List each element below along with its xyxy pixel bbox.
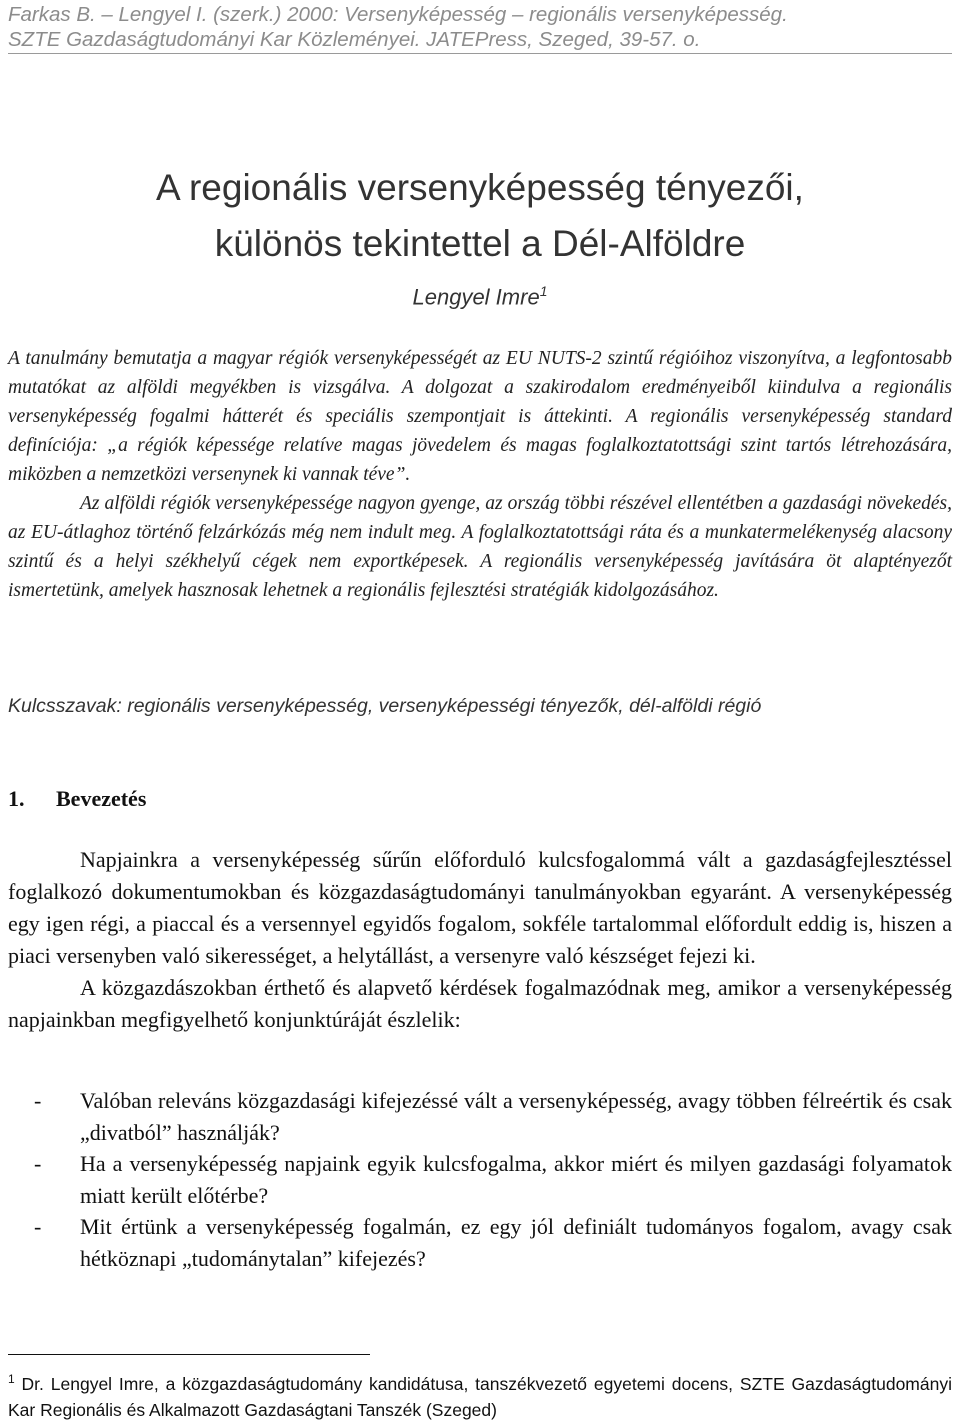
footnote-mark: 1	[8, 1372, 15, 1386]
abstract-paragraph-1: A tanulmány bemutatja a magyar régiók versenyképességét az EU NUTS-2 szintű régióihoz viszonyítva, a legfontosabb mutatókat az alföldi megyékben is vizsgálva. A dolgozat a szakirodalom eredményeiből kiindulva a regionális versenyképesség fogalmi hátterét és speciális szempontjait is áttekinti. A regionális versenyképesség standard definíciója: „a régiók képessége relatíve magas jövedelem és magas foglalkoztatottsági szint tartós létrehozására, miközben a nemzetközi versenynek ki vannak téve”.	[8, 348, 952, 485]
list-marker: -	[34, 1151, 42, 1176]
question-list	[8, 1085, 952, 1274]
section-title: Bevezetés	[56, 786, 147, 811]
keywords: Kulcsszavak: regionális versenyképesség, versenyképességi tényezők, dél-alföldi régió	[8, 695, 762, 717]
section-number: 1.	[8, 786, 25, 811]
author-name: Lengyel Imre	[412, 284, 540, 310]
list-item-text: Valóban releváns közgazdasági kifejezéssé vált a versenyképesség, avagy többen félreértik és csak „divatból” használják?	[80, 1088, 952, 1145]
body-text	[8, 844, 952, 1036]
footnote-divider	[8, 1354, 370, 1355]
author-footnote-mark[interactable]: 1	[539, 283, 548, 299]
list-item	[8, 1148, 952, 1211]
body-paragraph-2: A közgazdászokban érthető és alapvető kérdések fogalmazódnak meg, amikor a versenyképesség napjainkban megfigyelhető konjunktúráját észlelik:	[8, 975, 952, 1032]
running-header	[8, 2, 952, 52]
header-line-1: Farkas B. – Lengyel I. (szerk.) 2000: Versenyképesség – regionális versenyképesség.	[8, 3, 788, 26]
body-paragraph-1: Napjainkra a versenyképesség sűrűn előforduló kulcsfogalommá vált a gazdaságfejlesztéssel foglalkozó dokumentumokban és közgazdaságtudományi tanulmányokban egyaránt. A versenyképesség egy igen régi, a piaccal és a versennyel egyidős fogalom, sokféle tartalommal előfordult eddig is, hiszen a piaci versenyben való sikerességet, a helytállást, a versenyre való készséget fejezi ki.	[8, 847, 952, 968]
list-marker: -	[34, 1088, 42, 1113]
list-item-text: Ha a versenyképesség napjaink egyik kulcsfogalma, akkor miért és milyen gazdasági folyamatok miatt került előtérbe?	[80, 1151, 952, 1208]
section-heading	[8, 786, 146, 812]
title-line-2: különös tekintettel a Dél-Alföldre	[214, 223, 746, 264]
list-item-text: Mit értünk a versenyképesség fogalmán, ez egy jól definiált tudományos fogalom, avagy csak hétköznapi „tudománytalan” kifejezés?	[80, 1214, 952, 1271]
footnote	[8, 1366, 952, 1423]
abstract	[8, 344, 952, 605]
header-line-2: SZTE Gazdaságtudományi Kar Közleményei. JATEPress, Szeged, 39-57. o.	[8, 28, 701, 51]
list-marker: -	[34, 1214, 42, 1239]
list-item	[8, 1085, 952, 1148]
paper-title	[0, 160, 960, 272]
title-line-1: A regionális versenyképesség tényezői,	[156, 167, 804, 208]
abstract-paragraph-2: Az alföldi régiók versenyképessége nagyon gyenge, az ország többi részével ellentétben a gazdasági növekedés, az EU-átlaghoz történő felzárkózás még nem indult meg. A foglalkoztatottsági ráta és a munkatermelékenység alacsony szintű és a helyi székhelyű cégek nem exportképesek. A regionális versenyképesség javítására öt alaptényezőt ismertetünk, amelyek hasznosak lehetnek a regionális fejlesztési stratégiák kidolgozásához.	[8, 493, 952, 601]
header-divider	[8, 53, 952, 54]
footnote-text: Dr. Lengyel Imre, a közgazdaságtudomány kandidátusa, tanszékvezető egyetemi docens, SZTE Gazdaságtudományi Kar Regionális és Alkalmazott Gazdaságtani Tanszék (Szeged)	[8, 1373, 952, 1420]
list-item	[8, 1211, 952, 1274]
author	[0, 283, 960, 310]
